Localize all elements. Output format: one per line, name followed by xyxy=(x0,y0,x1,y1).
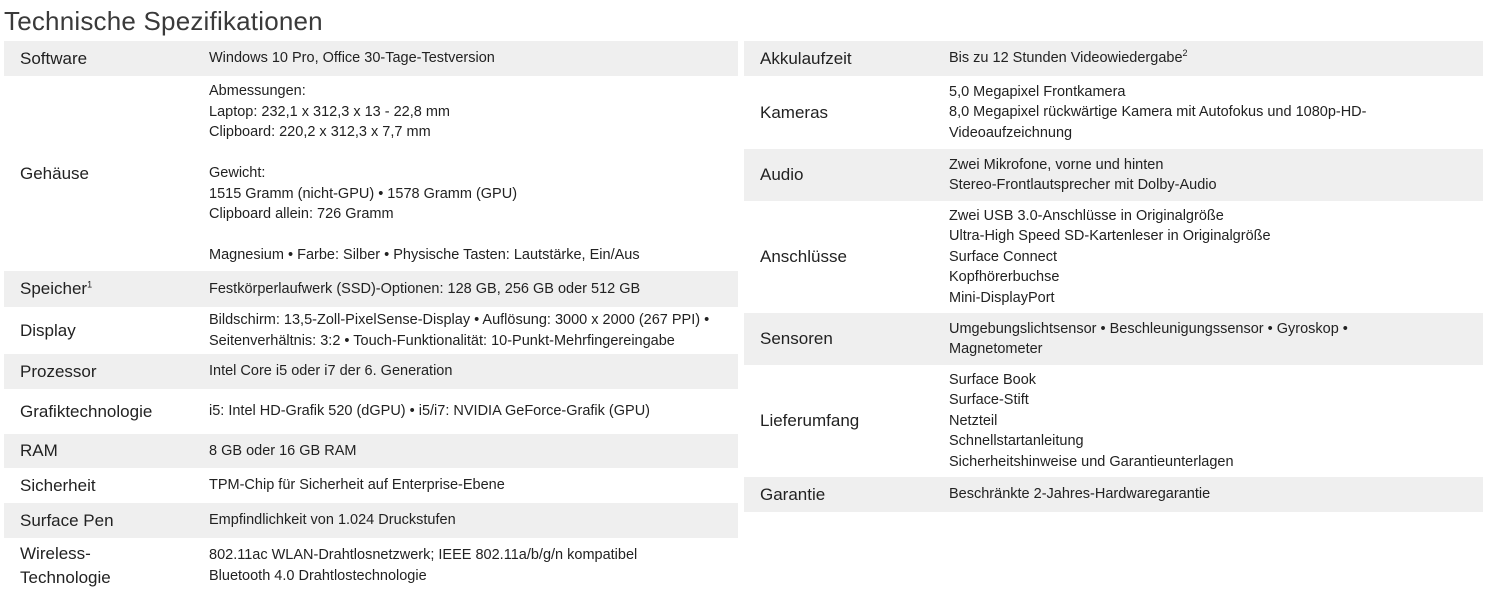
spec-row-sensoren xyxy=(744,313,1483,365)
spec-label-text: Gehäuse xyxy=(20,163,89,183)
spec-label xyxy=(744,327,949,351)
spec-value-line: Intel Core i5 oder i7 der 6. Generation xyxy=(209,363,453,380)
spec-label xyxy=(744,101,949,125)
spec-value-line: 1515 Gramm (nicht-GPU) • 1578 Gramm (GPU) xyxy=(209,185,518,202)
spec-label xyxy=(4,439,193,463)
spec-value-line: Abmessungen: xyxy=(209,83,306,100)
spec-label xyxy=(744,245,949,269)
spec-value xyxy=(949,370,1234,473)
spec-label-text: Speicher xyxy=(20,279,88,298)
spec-label xyxy=(4,360,193,384)
spec-label-text: Sicherheit xyxy=(20,475,96,495)
spec-value xyxy=(209,441,356,462)
spec-value-line: Ultra-High Speed SD-Kartenleser in Originalgröße xyxy=(949,228,1271,245)
spec-value xyxy=(209,361,452,382)
spec-value-line: 5,0 Megapixel Frontkamera xyxy=(949,83,1126,100)
spec-row-lieferumfang xyxy=(744,365,1483,477)
spec-value-line: Laptop: 232,1 x 312,3 x 13 - 22,8 mm xyxy=(209,103,451,120)
spec-value xyxy=(949,82,1366,144)
spec-row-speicher xyxy=(4,271,738,307)
spec-label xyxy=(4,400,193,424)
spec-value xyxy=(949,48,1188,69)
spec-value xyxy=(209,401,650,422)
spec-label-text: Anschlüsse xyxy=(760,247,847,266)
spec-value-line: Clipboard allein: 726 Gramm xyxy=(209,206,394,223)
spec-row-software xyxy=(4,41,738,76)
spec-row-kameras xyxy=(744,76,1483,149)
spec-value-line: Sicherheitshinweise und Garantieunterlagen xyxy=(949,453,1234,470)
spec-row-ram xyxy=(4,434,738,468)
spec-value-line: 8 GB oder 16 GB RAM xyxy=(209,442,357,459)
spec-value-spacer xyxy=(209,225,640,246)
spec-value-line: Bluetooth 4.0 Drahtlostechnologie xyxy=(209,567,427,584)
spec-value xyxy=(949,319,1348,360)
spec-row-anschluesse xyxy=(744,201,1483,313)
spec-value xyxy=(949,206,1271,309)
spec-label xyxy=(4,277,193,301)
spec-label-text: Display xyxy=(20,320,76,340)
spec-label-text: Audio xyxy=(760,165,804,184)
spec-label-text: Surface Pen xyxy=(20,510,114,530)
spec-label-text: Akkulaufzeit xyxy=(760,48,852,68)
spec-label-text: Prozessor xyxy=(20,361,97,381)
spec-value xyxy=(209,545,637,586)
spec-row-garantie xyxy=(744,477,1483,512)
spec-value-line: Zwei USB 3.0-Anschlüsse in Originalgröße xyxy=(949,207,1224,224)
spec-value-line: Bildschirm: 13,5-Zoll-PixelSense-Display • Auflösung: 3000 x 2000 (267 PPI) • xyxy=(209,312,710,328)
spec-value-line: 8,0 Megapixel rückwärtige Kamera mit Autofokus und 1080p-HD- xyxy=(949,104,1367,121)
spec-row-grafiktechnologie xyxy=(4,389,738,434)
spec-row-wireless-technologie xyxy=(4,538,738,593)
spec-value-line: Clipboard: 220,2 x 312,3 x 7,7 mm xyxy=(209,124,431,141)
spec-label xyxy=(4,542,193,590)
spec-value-line: Mini-DisplayPort xyxy=(949,289,1055,306)
spec-value-line: i5: Intel HD-Grafik 520 (dGPU) • i5/i7: NVIDIA GeForce-Grafik (GPU) xyxy=(209,403,650,420)
spec-value-line: Schnellstartanleitung xyxy=(949,433,1084,450)
spec-value-line: Zwei Mikrofone, vorne und hinten xyxy=(949,156,1164,173)
spec-value-line: Gewicht: xyxy=(209,165,266,182)
page-title: Technische Spezifikationen xyxy=(4,6,323,36)
spec-value-line: TPM-Chip für Sicherheit auf Enterprise-Ebene xyxy=(209,477,505,494)
spec-label xyxy=(4,162,193,186)
spec-value-line: Netzteil xyxy=(949,412,998,429)
spec-row-prozessor xyxy=(4,354,738,389)
spec-value xyxy=(949,484,1210,505)
spec-label-text: Sensoren xyxy=(760,329,833,348)
spec-table-right xyxy=(744,41,1483,512)
footnote-marker: 2 xyxy=(1182,48,1188,59)
spec-value xyxy=(209,475,505,496)
spec-row-surface-pen xyxy=(4,503,738,538)
spec-value-line: Surface-Stift xyxy=(949,392,1029,409)
spec-label xyxy=(744,163,949,187)
footnote-marker: 1 xyxy=(87,279,93,290)
spec-value xyxy=(209,510,456,531)
spec-label xyxy=(4,509,193,533)
spec-label-line: Wireless- xyxy=(20,543,91,563)
spec-value xyxy=(209,310,709,351)
spec-label xyxy=(744,47,949,71)
spec-value-line: Surface Book xyxy=(949,371,1037,388)
spec-row-audio xyxy=(744,149,1483,201)
spec-value-line: Umgebungslichtsensor • Beschleunigungssensor • Gyroskop • xyxy=(949,320,1348,337)
spec-row-gehaeuse xyxy=(4,76,738,271)
spec-value-line: Seitenverhältnis: 3:2 • Touch-Funktionalität: 10-Punkt-Mehrfingereingabe xyxy=(209,332,675,349)
spec-value-line: Videoaufzeichnung xyxy=(949,124,1073,141)
spec-value-line: Beschränkte 2-Jahres-Hardwaregarantie xyxy=(949,486,1211,503)
spec-label xyxy=(4,474,193,498)
spec-row-akkulaufzeit xyxy=(744,41,1483,76)
spec-value-line: Kopfhörerbuchse xyxy=(949,269,1060,286)
spec-value-line: Festkörperlaufwerk (SSD)-Optionen: 128 GB, 256 GB oder 512 GB xyxy=(209,280,641,297)
spec-label-text: Lieferumfang xyxy=(760,411,860,430)
spec-row-display xyxy=(4,307,738,354)
spec-value-line: Magnetometer xyxy=(949,341,1043,357)
spec-value-line: Empfindlichkeit von 1.024 Druckstufen xyxy=(209,512,456,529)
spec-value xyxy=(209,279,640,300)
spec-value-spacer xyxy=(209,143,640,164)
spec-value xyxy=(209,48,495,69)
spec-label xyxy=(4,319,193,343)
spec-value-line: Stereo-Frontlautsprecher mit Dolby-Audio xyxy=(949,177,1217,193)
spec-value xyxy=(949,155,1217,196)
spec-value-line: 802.11ac WLAN-Drahtlosnetzwerk; IEEE 802.11a/b/g/n kompatibel xyxy=(209,547,638,563)
spec-value-line: Windows 10 Pro, Office 30-Tage-Testversion xyxy=(209,50,495,67)
spec-label-line: Technologie xyxy=(20,567,111,587)
spec-label-text: Grafiktechnologie xyxy=(20,401,153,421)
spec-value-line: Magnesium • Farbe: Silber • Physische Tasten: Lautstärke, Ein/Aus xyxy=(209,247,640,264)
spec-label-text: Garantie xyxy=(760,484,826,504)
spec-label xyxy=(4,47,193,71)
spec-value-line: Surface Connect xyxy=(949,248,1058,265)
spec-label-text: RAM xyxy=(20,441,58,460)
spec-label xyxy=(744,409,949,433)
spec-label xyxy=(744,483,949,507)
spec-value xyxy=(209,81,640,266)
spec-label-text: Kameras xyxy=(760,102,829,122)
spec-label-text: Software xyxy=(20,48,88,68)
spec-value-line: Bis zu 12 Stunden Videowiedergabe xyxy=(949,50,1183,67)
spec-table-left xyxy=(4,41,738,593)
spec-row-sicherheit xyxy=(4,468,738,503)
